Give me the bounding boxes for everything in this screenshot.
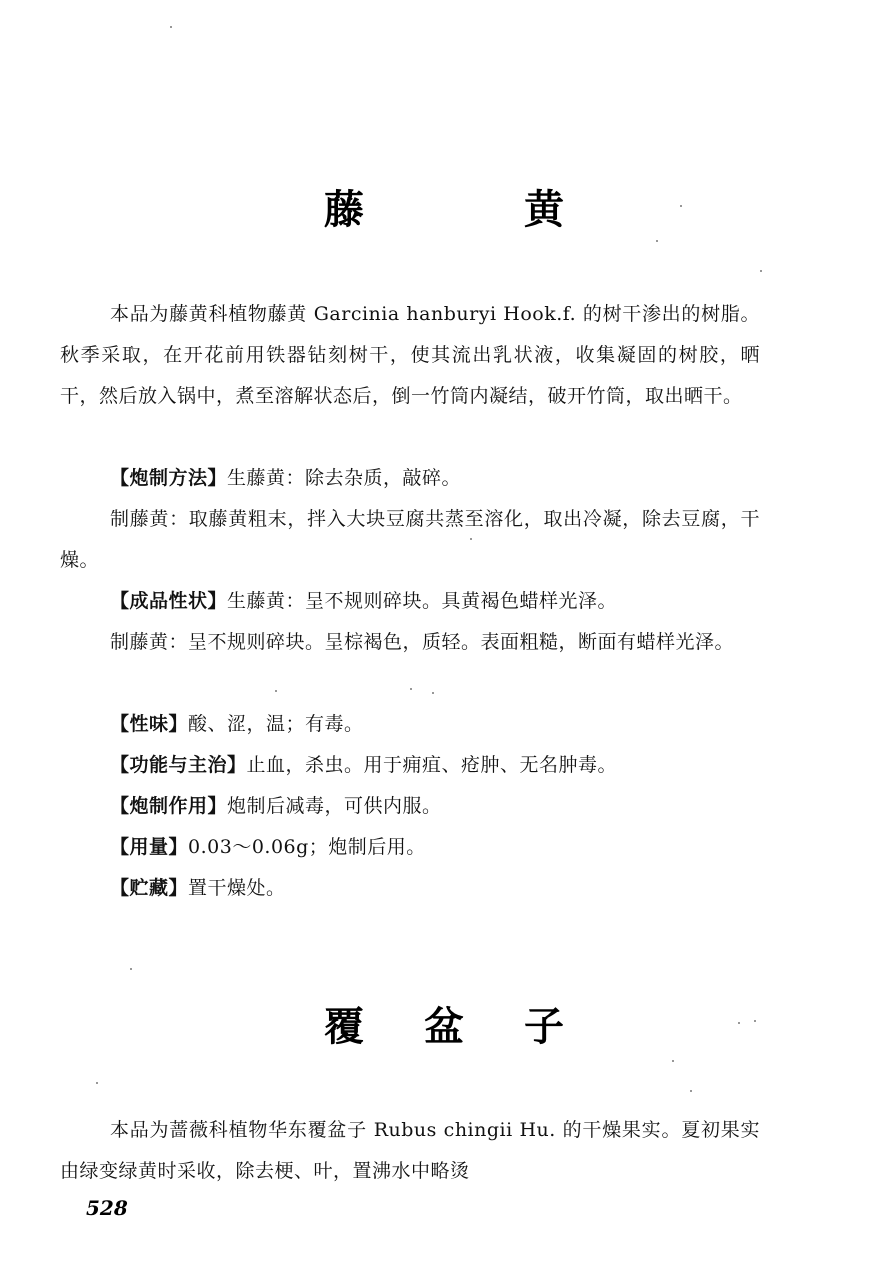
page-number: 528	[86, 1196, 128, 1220]
product-traits-text: 生藤黄：呈不规则碎块。具黄褐色蜡样光泽。	[227, 590, 618, 612]
nature-label: 【性味】	[110, 713, 189, 735]
dosage-paragraph	[60, 827, 760, 868]
product-traits-paragraph	[60, 581, 760, 622]
processed-traits-paragraph: 制藤黄：呈不规则碎块。呈棕褐色，质轻。表面粗糙，断面有蜡样光泽。	[110, 631, 735, 653]
intro-paragraph-fupenzi: 本品为蔷薇科植物华东覆盆子 Rubus chingii Hu. 的干燥果实。夏初果实由绿变绿黄时采收，除去梗、叶，置沸水中略烫	[60, 1119, 760, 1182]
storage-text: 置干燥处。	[188, 877, 286, 899]
scan-speck	[130, 968, 132, 970]
processing-effect-label: 【炮制作用】	[110, 795, 228, 817]
processing-effect-paragraph	[60, 786, 760, 827]
nature-paragraph	[60, 704, 760, 745]
scan-speck	[96, 1082, 98, 1084]
scan-speck	[738, 1022, 740, 1024]
scan-speck	[754, 1020, 756, 1022]
processed-method-paragraph: 制藤黄：取藤黄粗末，拌入大块豆腐共蒸至溶化，取出冷凝，除去豆腐，干燥。	[60, 508, 760, 571]
processing-effect-text: 炮制后减毒，可供内服。	[227, 795, 442, 817]
storage-label: 【贮藏】	[110, 877, 189, 899]
processing-method-paragraph	[60, 458, 760, 499]
dosage-label: 【用量】	[110, 836, 189, 858]
function-label: 【功能与主治】	[110, 754, 247, 776]
nature-text: 酸、涩，温；有毒。	[188, 713, 364, 735]
processing-method-label: 【炮制方法】	[110, 467, 228, 489]
storage-paragraph	[60, 868, 760, 909]
scan-speck	[432, 692, 434, 694]
scan-speck	[170, 26, 172, 28]
scan-speck	[680, 205, 682, 207]
intro-paragraph-tenghuang: 本品为藤黄科植物藤黄 Garcinia hanburyi Hook.f. 的树干渗出的树脂。秋季采取，在开花前用铁器钻刻树干，使其流出乳状液，收集凝固的树胶，晒干，然后放入锅中，煮至溶解状态后，倒一竹筒内凝结，破开竹筒，取出晒干。	[60, 303, 760, 407]
scan-speck	[690, 1090, 692, 1092]
dosage-text: 0.03～0.06g；炮制后用。	[188, 836, 426, 858]
processing-method-text: 生藤黄：除去杂质，敲碎。	[227, 467, 462, 489]
section-title-fupenzi: 覆盆子	[324, 1004, 624, 1050]
scan-speck	[470, 538, 472, 540]
scan-speck	[275, 690, 277, 692]
scan-speck	[656, 240, 658, 242]
scan-speck	[672, 1060, 674, 1062]
section-title-tenghuang: 藤 黄	[324, 187, 624, 233]
scan-speck	[410, 688, 412, 690]
function-paragraph	[60, 745, 760, 786]
function-text: 止血，杀虫。用于痈疽、疮肿、无名肿毒。	[246, 754, 618, 776]
scan-speck	[760, 270, 762, 272]
product-traits-label: 【成品性状】	[110, 590, 228, 612]
